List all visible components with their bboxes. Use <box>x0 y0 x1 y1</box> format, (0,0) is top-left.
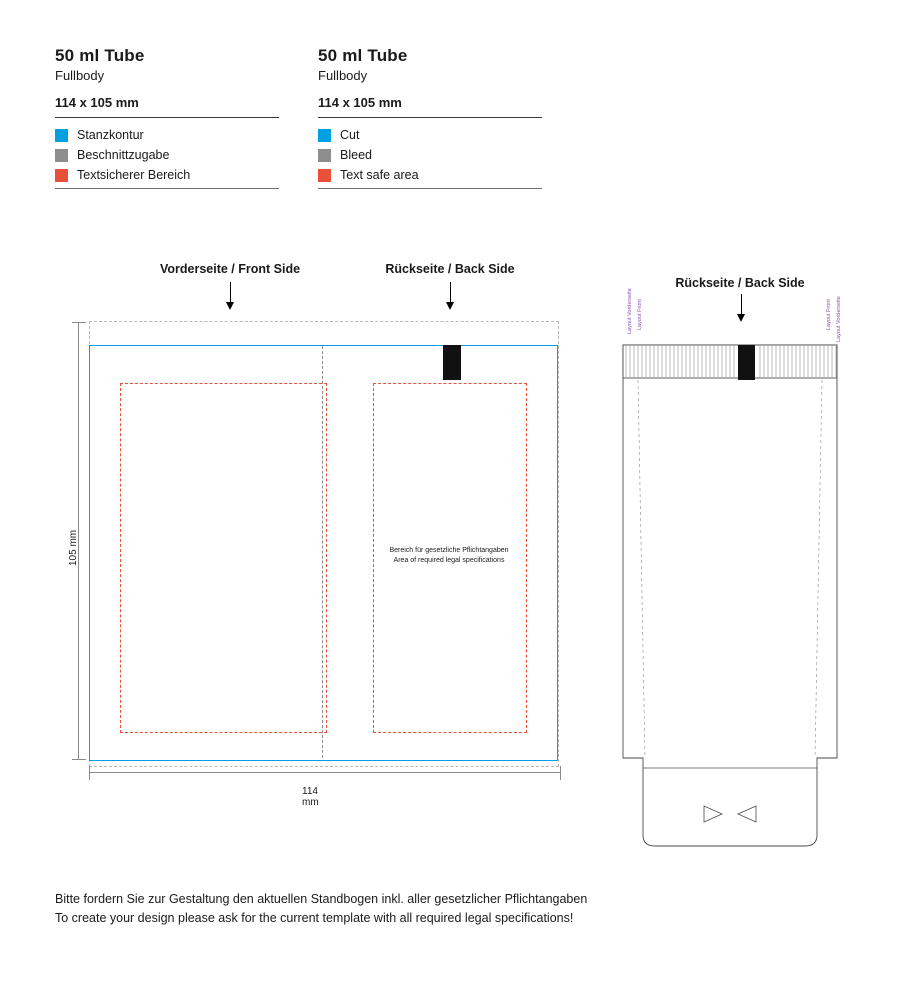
legal-area-note-line-de: Bereich für gesetzliche Pflichtangaben <box>389 547 509 554</box>
legend-english-divider <box>318 117 542 118</box>
legend-german-title: 50 ml Tube <box>55 46 145 65</box>
swatch-bleed-icon <box>318 149 331 162</box>
legend-english-dimensions: 114 x 105 mm <box>318 95 402 110</box>
legend-english-item-label: Bleed <box>340 148 372 162</box>
legend-german-item-label: Beschnittzugabe <box>77 148 170 162</box>
caption-back-side: Rückseite / Back Side <box>385 262 515 276</box>
tube-side-label-left-outer: Layout Vorderseite <box>627 288 633 334</box>
tube-side-label-right-outer: Layout Vorderseite <box>836 296 842 342</box>
dimension-tick-right <box>560 766 561 780</box>
legend-german-subtitle: Fullbody <box>55 68 105 83</box>
seal-marker <box>443 345 461 380</box>
legend-english-bottom-divider <box>318 188 542 189</box>
swatch-cut-icon <box>55 129 68 142</box>
legend-german-item-bleed <box>55 148 279 162</box>
legend-german-dimensions: 114 x 105 mm <box>55 95 139 110</box>
caption-front-side: Vorderseite / Front Side <box>159 262 301 276</box>
dimension-tick-top <box>72 322 86 323</box>
legend-german-item-label: Stanzkontur <box>77 128 144 142</box>
legend-german <box>55 46 279 189</box>
legend-german-item-label: Textsicherer Bereich <box>77 168 191 182</box>
legend-german-divider <box>55 117 279 118</box>
arrow-line-front <box>230 282 231 304</box>
footer-note-line-en: To create your design please ask for the current template with all required legal specifications! <box>55 911 574 925</box>
tube-body-outline <box>623 345 837 846</box>
swatch-cut-icon <box>318 129 331 142</box>
legend-german-bottom-divider <box>55 188 279 189</box>
legend-english-title: 50 ml Tube <box>318 46 408 65</box>
swatch-safe-icon <box>55 169 68 182</box>
dimension-tick-left <box>89 766 90 780</box>
caption-tube-back-side: Rückseite / Back Side <box>675 276 805 290</box>
swatch-safe-icon <box>318 169 331 182</box>
tube-illustration-svg <box>600 290 890 860</box>
text-safe-area-front <box>120 383 327 733</box>
legend-english-item-cut <box>318 128 542 142</box>
footer-note <box>55 890 587 928</box>
arrow-head-front-icon <box>226 302 234 310</box>
legend-english-subtitle: Fullbody <box>318 68 368 83</box>
legal-area-note <box>373 546 525 566</box>
tube-illustration <box>600 290 890 860</box>
legend-english <box>318 46 542 189</box>
tube-seal-marker <box>738 345 755 380</box>
legend-english-item-label: Cut <box>340 128 360 142</box>
legend-german-item-safe <box>55 168 279 182</box>
swatch-bleed-icon <box>55 149 68 162</box>
dimension-line-width <box>89 772 560 773</box>
dimension-label-width: 114 mm <box>302 786 319 808</box>
tube-side-label-left-inner: Layout Front <box>637 299 643 330</box>
arrow-head-back-icon <box>446 302 454 310</box>
footer-note-line-de: Bitte fordern Sie zur Gestaltung den aktuellen Standbogen inkl. aller gesetzlicher Pflichtangaben <box>55 892 588 906</box>
legal-area-note-line-en: Area of required legal specifications <box>393 557 505 564</box>
legend-english-item-label: Text safe area <box>340 168 419 182</box>
legend-english-item-bleed <box>318 148 542 162</box>
arrow-line-back <box>450 282 451 304</box>
dimension-label-height: 105 mm <box>68 529 79 566</box>
legend-english-item-safe <box>318 168 542 182</box>
dimension-tick-bottom <box>72 759 86 760</box>
tube-side-label-right-inner: Layout Front <box>826 299 832 330</box>
legend-german-item-cut <box>55 128 279 142</box>
